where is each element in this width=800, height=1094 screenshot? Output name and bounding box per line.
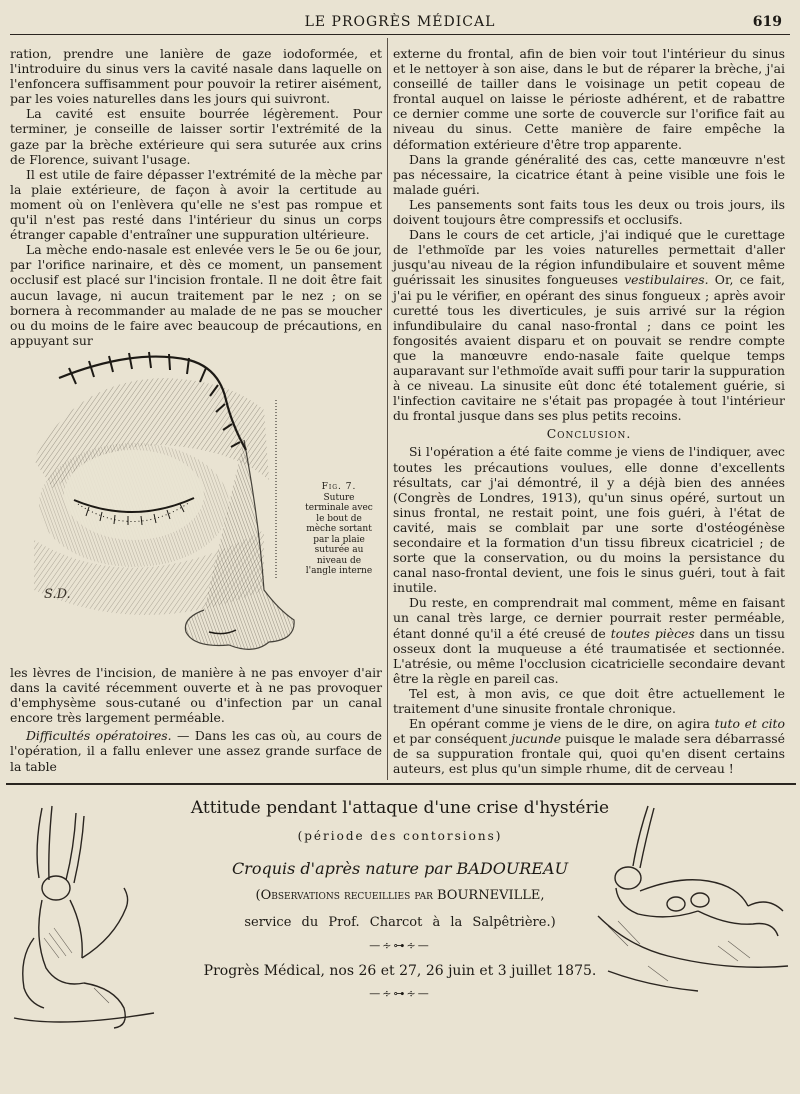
paragraph bbox=[393, 716, 785, 776]
page-header bbox=[10, 10, 790, 35]
italic-run: vestibulaires. bbox=[624, 272, 709, 288]
text-run: Du reste, en comprendrait mal comment, même en faisant un canal très large, ce dernier pourrait rester perméable, étant donné qu'il a été creusé de bbox=[393, 595, 785, 641]
paragraph: externe du frontal, afin de bien voir tout l'intérieur du sinus et le nettoyer à son aise, dans le but de réparer la brèche, j'ai conseillé de tailler dans le voisinage un petit copeau de frontal auquel on laisse le périoste adhérent, et de rabattre ce dernier comme une sorte de couvercle sur l'orifice fait au niveau du sinus. Cette manière de faire empêche la déformation extérieure d'être trop apparente. bbox=[393, 46, 785, 152]
left-column-bottom bbox=[10, 665, 382, 774]
text-run: — Dans les cas où, au cours de l'opération, il a fallu enlever une assez grande surface de la table bbox=[10, 728, 382, 774]
section-heading: Conclusion. bbox=[546, 426, 632, 442]
page-number: 619 bbox=[752, 14, 782, 30]
panel-title: Attitude pendant l'attaque d'une crise d'hystérie bbox=[190, 798, 610, 818]
text-run: Dans le cours de cet article, j'ai indiqué que le curettage de l'ethmoïde par les voies naturelles permettait d'aller jusqu'au niveau de la région infundibulaire et souvent même guérissait les sinusites fongueuses bbox=[393, 227, 785, 288]
text-run: et par conséquent bbox=[393, 731, 512, 747]
left-hysteria-sketch bbox=[4, 788, 169, 1038]
figure-caption bbox=[302, 482, 376, 577]
citation: Progrès Médical, nos 26 et 27, 26 juin et 3 juillet 1875. bbox=[203, 963, 597, 979]
text-run: En opérant comme je viens de le dire, on agira bbox=[409, 716, 715, 732]
paragraph: Il est utile de faire dépasser l'extrémité de la mèche par la plaie extérieure, de façon à avoir la certitude au moment où on l'enlèvera qu'elle ne s'est pas rompue et qu'il n'est pas resté dans l'intérieur du sinus un corps étranger capable d'entraîner une suppuration ultérieure. bbox=[10, 166, 382, 243]
text-run: puisque le malade sera débarrassé de sa suppuration frontale qui, quoi qu'en disent certains auteurs, est plus qu'un simple rhume, dit de cerveau ! bbox=[393, 731, 785, 777]
eye-suture-engraving bbox=[14, 340, 302, 655]
paragraph: Les pansements sont faits tous les deux ou trois jours, ils doivent toujours être compressifs et occlusifs. bbox=[393, 196, 785, 228]
column-divider bbox=[387, 38, 388, 780]
figure-7-illustration bbox=[14, 340, 302, 655]
paragraph: Dans la grande généralité des cas, cette manœuvre n'est pas nécessaire, la cicatrice étant à peine visible une fois le malade guéri. bbox=[393, 151, 785, 197]
hysteria-illustration-panel bbox=[0, 788, 800, 1094]
journal-title: LE PROGRÈS MÉDICAL bbox=[304, 14, 496, 30]
sketch-credit: Croquis d'après nature par BADOUREAU bbox=[231, 859, 569, 878]
panel-subtitle: (période des contorsions) bbox=[297, 829, 503, 843]
text-run: Or, ce fait, j'ai pu le vérifier, en opérant des sinus fongueux ; après avoir curetté tous les diverticules, je suis arrivé sur la région infundibulaire du canal naso-frontal ; dans ce point les fongosités avaient disparu et on pouvait se rendre compte que la manœuvre endo-nasale faite quelque temps auparavant sur l'ethmoïde avait suffi pour tarir la suppuration à ce niveau. La sinusite eût donc été totalement guérie, si l'infection cavitaire ne s'était pas propagée à tout l'intérieur du frontal jusque dans ses plus petits recoins. bbox=[393, 272, 785, 424]
artist-signature: S.D. bbox=[44, 587, 71, 602]
section-rule bbox=[6, 783, 796, 785]
paragraph bbox=[10, 728, 382, 773]
right-hysteria-sketch bbox=[588, 796, 793, 1021]
figure-caption-text: Suture terminale avec le bout de mèche sortant par la plaie suturée au niveau de l'angle interne bbox=[305, 492, 373, 576]
service-credit: service du Prof. Charcot à la Salpêtrière.) bbox=[244, 915, 556, 930]
left-column-top bbox=[10, 46, 382, 348]
paragraph: les lèvres de l'incision, de manière à ne pas envoyer d'air dans la cavité récemment ouverte et à ne pas provoquer d'emphysème sous-cutané ou d'infection par un canal encore très largement perméable. bbox=[10, 665, 382, 726]
italic-run: toutes pièces bbox=[610, 625, 695, 641]
text-run: dans un tissu osseux dont la muqueuse a été traumatisée et sectionnée. L'atrésie, ou même l'occlusion cicatricielle secondaire devant être la règle en pareil cas. bbox=[393, 625, 785, 686]
paragraph: La mèche endo-nasale est enlevée vers le 5e ou 6e jour, par l'orifice narinaire, et dès ce moment, un pansement occlusif est placé sur l'incision frontale. Il ne doit être fait aucun lavage, ni aucun traitement par le nez ; on se bornera à recommander au malade de ne pas se moucher ou du moins de le faire avec beaucoup de précautions, en appuyant sur bbox=[10, 242, 382, 348]
italic-run: tuto et cito bbox=[714, 716, 785, 732]
observations-credit: (Observations recueillies par BOURNEVILLE, bbox=[255, 888, 545, 903]
paragraph: Tel est, à mon avis, ce que doit être actuellement le traitement d'une sinusite frontale chronique. bbox=[393, 685, 785, 717]
italic-run: Difficultés opératoires. bbox=[26, 728, 172, 744]
paragraph bbox=[393, 227, 785, 423]
ornament: —∻⊶∻— bbox=[369, 939, 431, 952]
ornament: —∻⊶∻— bbox=[369, 987, 431, 1000]
paragraph bbox=[393, 595, 785, 686]
figure-number: Fig. 7. bbox=[321, 482, 357, 492]
paragraph: Si l'opération a été faite comme je viens de l'indiquer, avec toutes les précautions voulues, elle donne d'excellents résultats, car j'ai démontré, il y a déjà bien des années (Congrès de Londres, 1913), qu'un sinus opéré, surtout un sinus frontal, ne restait point, une fois guéri, à l'état de cavité, mais se comblait par une sorte d'ostéogénèse secondaire et la formation d'un tissu fibreux cicatriciel ; de sorte que la conservation, ou du moins la persistance du canal naso-frontal devient, une fois le sinus guéri, tout à fait inutile. bbox=[393, 444, 785, 596]
italic-run: jucunde bbox=[511, 731, 562, 747]
right-column bbox=[393, 46, 785, 777]
paragraph: ration, prendre une lanière de gaze iodoformée, et l'introduire du sinus vers la cavité nasale dans laquelle on l'enfoncera suffisamment pour pouvoir la retirer aisément, par les voies naturelles dans les jours qui suivront. bbox=[10, 46, 382, 107]
paragraph: La cavité est ensuite bourrée légèrement. Pour terminer, je conseille de laisser sortir l'extrémité de la gaze par la brèche extérieure qui sera suturée aux crins de Florence, suivant l'usage. bbox=[10, 106, 382, 167]
